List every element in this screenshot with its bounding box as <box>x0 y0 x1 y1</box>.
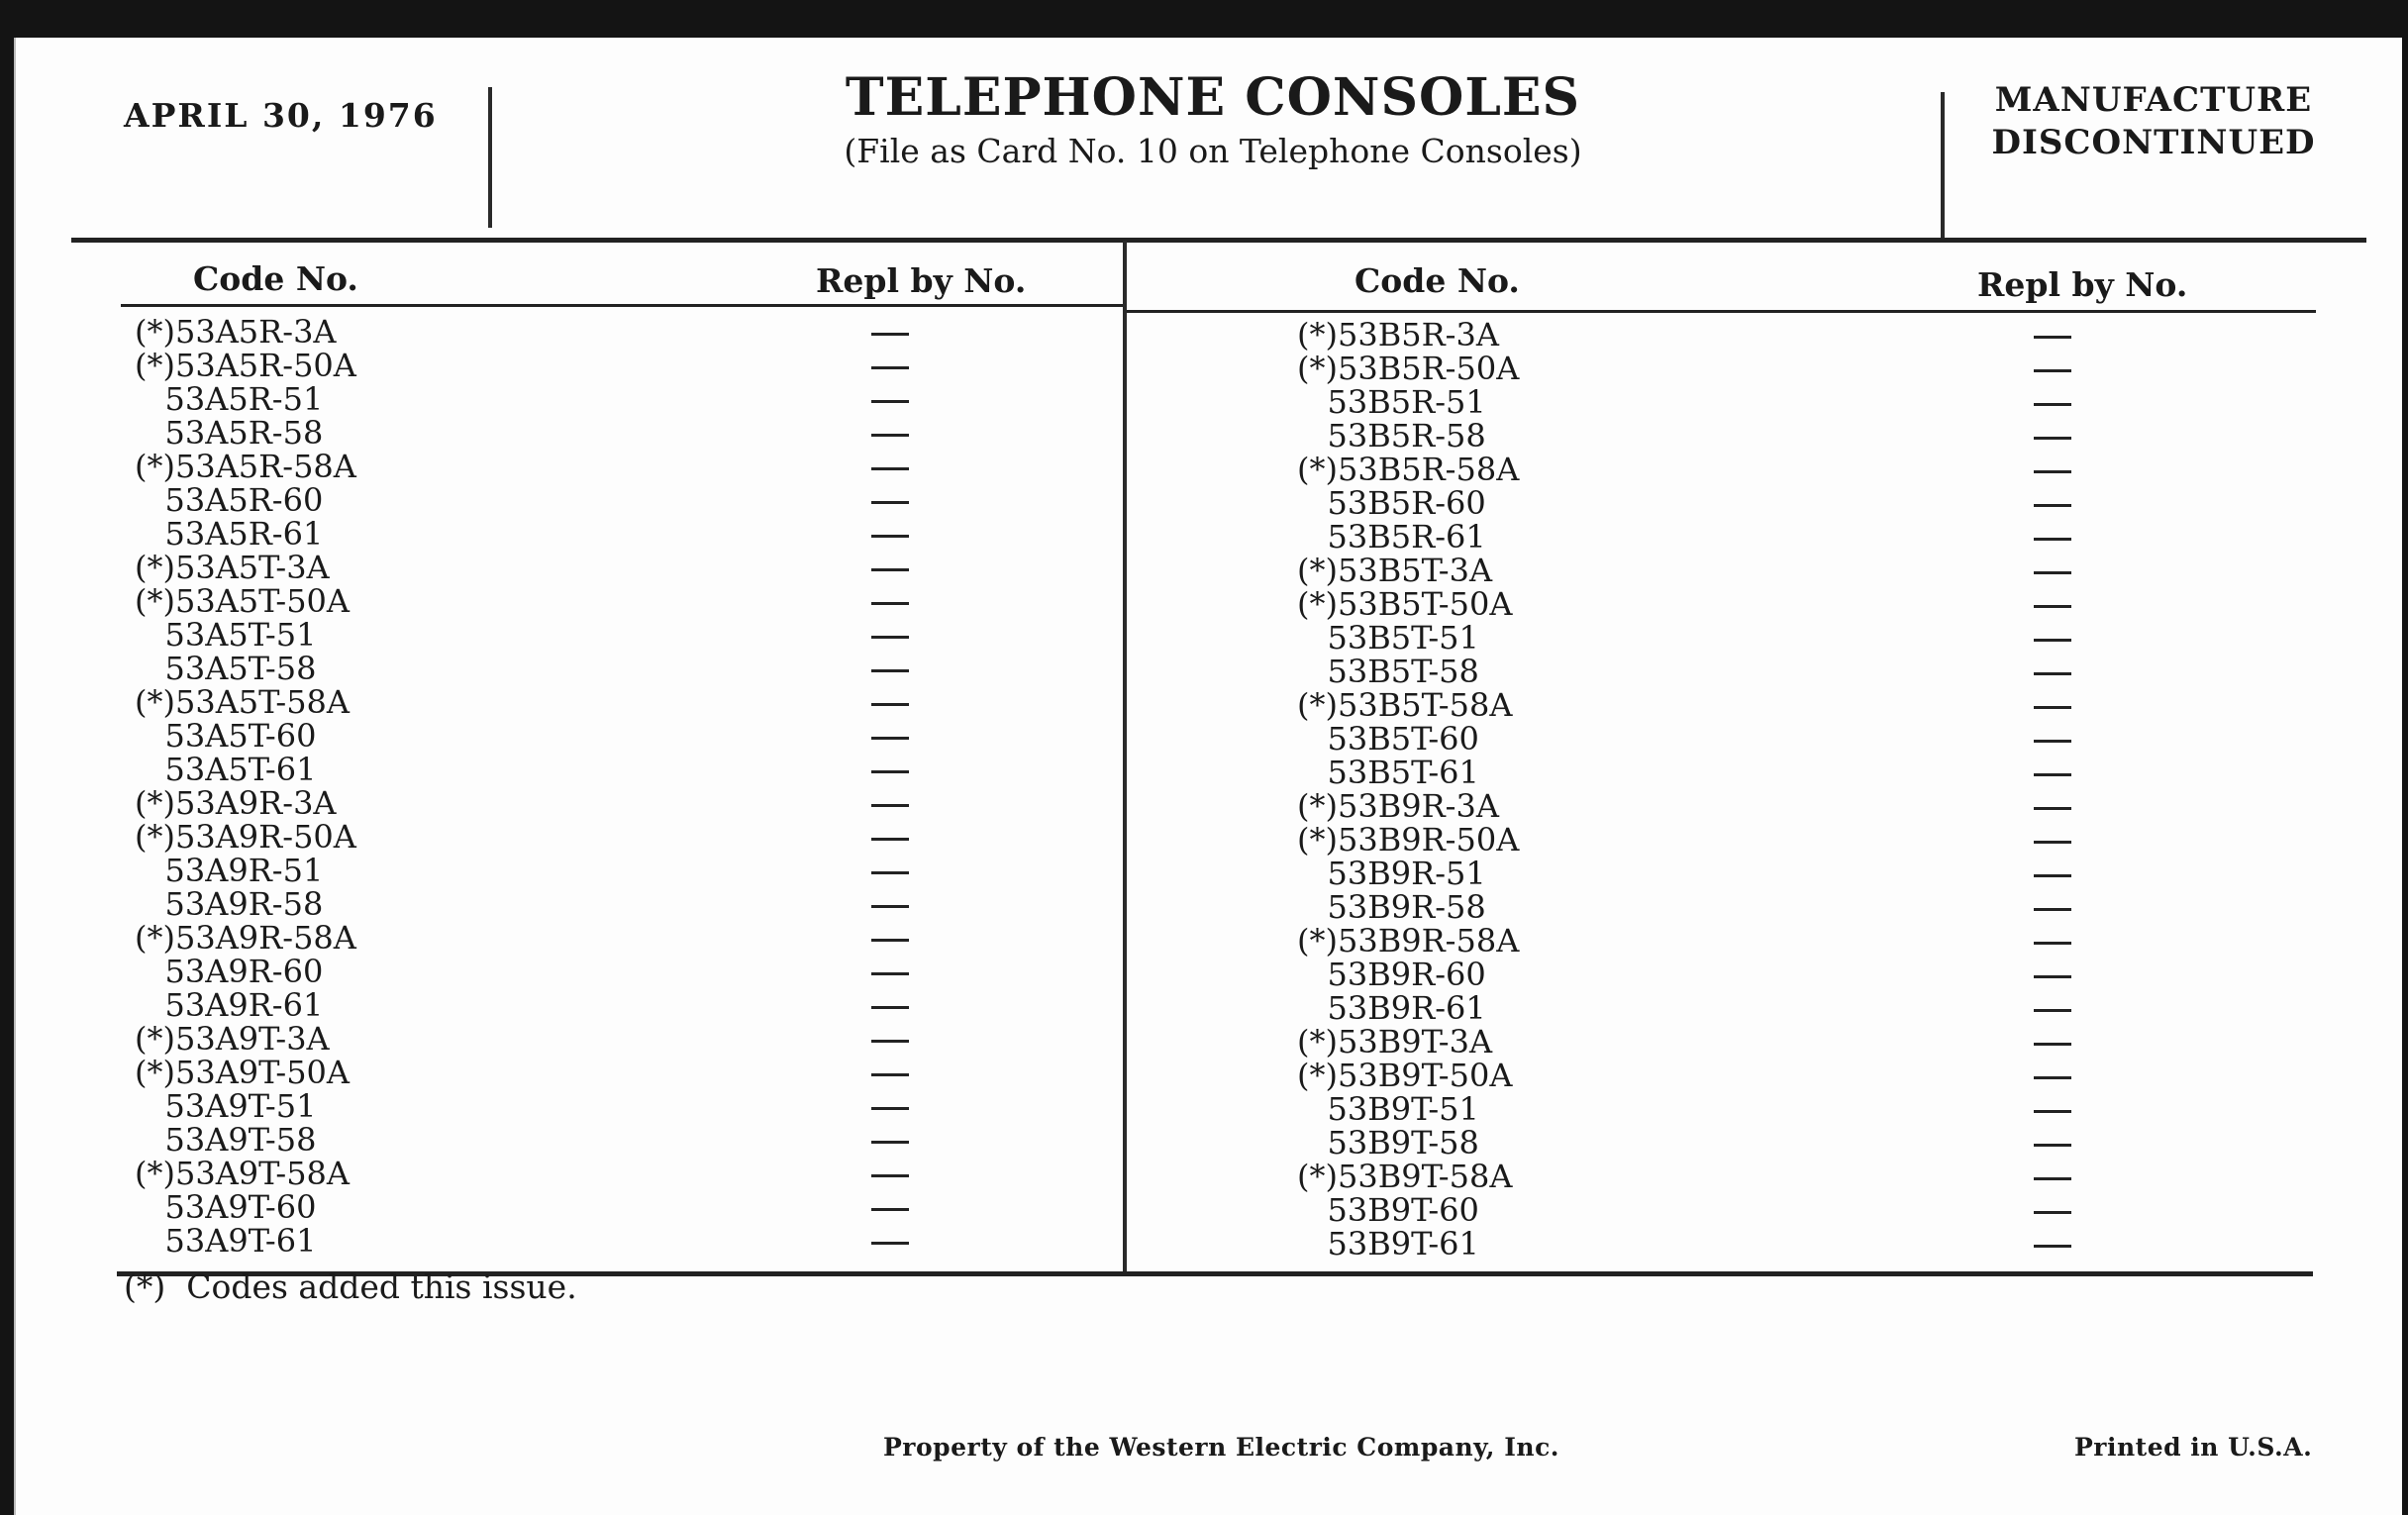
left-repl-dash <box>871 483 909 517</box>
left-code-row: 53A5R-51 <box>135 380 324 418</box>
right-code-row: 53B5T-60 <box>1297 720 1479 758</box>
left-repl-dash <box>871 685 909 719</box>
right-code-header: Code No. <box>1354 261 1520 300</box>
right-repl-dash <box>2034 554 2071 587</box>
left-code-row: 53A9R-60 <box>135 953 324 990</box>
left-repl-dash <box>871 450 909 483</box>
left-code-row: (*)53A9R-58A <box>135 919 356 957</box>
right-code-row: (*)53B9T-58A <box>1297 1158 1513 1195</box>
left-code-row: (*)53A9R-50A <box>135 818 356 856</box>
right-code-list <box>1297 318 1519 1261</box>
left-code-row: 53A9R-61 <box>135 986 324 1024</box>
right-repl-dash <box>2034 486 2071 520</box>
left-code-row: (*)53A5R-58A <box>135 448 356 485</box>
right-repl-dash <box>2034 1092 2071 1126</box>
left-code-row: (*)53A5R-50A <box>135 347 356 384</box>
left-code-row: (*)53A9T-58A <box>135 1155 351 1192</box>
left-repl-dash <box>871 416 909 450</box>
left-repl-dash <box>871 382 909 416</box>
left-code-row: 53A5T-60 <box>135 717 317 755</box>
right-code-row: (*)53B5R-50A <box>1297 350 1520 387</box>
left-repl-list <box>871 315 909 1258</box>
left-code-row: 53A9R-51 <box>135 852 324 889</box>
left-code-row: 53A9T-61 <box>135 1222 317 1260</box>
right-repl-header: Repl by No. <box>1977 265 2188 304</box>
right-repl-dash <box>2034 823 2071 857</box>
right-repl-dash <box>2034 385 2071 419</box>
footnote: (*) Codes added this issue. <box>124 1267 577 1306</box>
page-title: TELEPHONE CONSOLES <box>845 67 1581 128</box>
status-line-2: DISCONTINUED <box>1991 123 2316 162</box>
right-repl-dash <box>2034 520 2071 554</box>
right-code-row: (*)53B9T-3A <box>1297 1023 1493 1060</box>
left-repl-dash <box>871 1190 909 1224</box>
right-repl-dash <box>2034 587 2071 621</box>
left-repl-header: Repl by No. <box>816 261 1027 300</box>
right-code-row: (*)53B9T-50A <box>1297 1057 1513 1094</box>
right-code-row: 53B5T-61 <box>1297 754 1479 791</box>
right-code-row: 53B9R-61 <box>1297 989 1486 1027</box>
left-repl-dash <box>871 753 909 786</box>
left-code-row: 53A9T-58 <box>135 1121 317 1159</box>
left-repl-dash <box>871 349 909 382</box>
right-code-row: 53B9T-51 <box>1297 1090 1479 1128</box>
right-repl-dash <box>2034 890 2071 924</box>
right-code-row: 53B5R-58 <box>1297 417 1486 454</box>
right-code-row: 53B5T-58 <box>1297 653 1479 690</box>
right-repl-dash <box>2034 722 2071 756</box>
right-repl-dash <box>2034 688 2071 722</box>
left-code-row: (*)53A5T-58A <box>135 683 351 721</box>
left-repl-dash <box>871 618 909 652</box>
left-repl-dash <box>871 1089 909 1123</box>
right-repl-dash <box>2034 655 2071 688</box>
left-repl-dash <box>871 315 909 349</box>
right-code-row: 53B5T-51 <box>1297 619 1479 656</box>
left-code-list <box>135 315 356 1258</box>
left-code-row: (*)53A9T-50A <box>135 1054 351 1091</box>
right-code-row: (*)53B5R-58A <box>1297 451 1520 488</box>
right-code-row: (*)53B5T-50A <box>1297 585 1513 623</box>
left-repl-dash <box>871 1022 909 1056</box>
right-repl-dash <box>2034 789 2071 823</box>
left-code-row: (*)53A9R-3A <box>135 784 337 822</box>
left-repl-dash <box>871 955 909 988</box>
right-repl-dash <box>2034 453 2071 486</box>
right-code-row: (*)53B5T-3A <box>1297 552 1493 589</box>
left-code-row: 53A5T-51 <box>135 616 317 654</box>
right-code-row: 53B9T-60 <box>1297 1191 1479 1229</box>
right-repl-dash <box>2034 857 2071 890</box>
right-repl-dash <box>2034 1160 2071 1193</box>
right-code-row: 53B5R-51 <box>1297 383 1486 421</box>
status-label <box>1956 79 2352 164</box>
left-header-rule <box>121 304 1124 307</box>
right-code-row: 53B9R-58 <box>1297 888 1486 926</box>
header-rule <box>71 238 2366 243</box>
left-repl-dash <box>871 1157 909 1190</box>
issue-date: APRIL 30, 1976 <box>124 96 438 135</box>
left-code-row: (*)53A9T-3A <box>135 1020 330 1058</box>
page-subtitle: (File as Card No. 10 on Telephone Consoles) <box>844 132 1582 170</box>
left-repl-dash <box>871 921 909 955</box>
right-code-row: (*)53B9R-3A <box>1297 787 1499 825</box>
right-code-row: 53B9R-60 <box>1297 956 1486 993</box>
right-repl-dash <box>2034 352 2071 385</box>
left-repl-dash <box>871 786 909 820</box>
header-divider-right <box>1941 92 1945 238</box>
right-code-row: (*)53B5T-58A <box>1297 686 1513 724</box>
left-repl-dash <box>871 517 909 551</box>
right-repl-dash <box>2034 1025 2071 1059</box>
left-code-row: 53A9T-60 <box>135 1188 317 1226</box>
right-code-row: (*)53B9R-50A <box>1297 821 1520 858</box>
left-repl-dash <box>871 854 909 887</box>
right-code-row: 53B5R-61 <box>1297 518 1486 556</box>
right-code-row: 53B9T-61 <box>1297 1225 1479 1262</box>
left-code-row: 53A5R-58 <box>135 414 324 452</box>
left-repl-dash <box>871 652 909 685</box>
left-code-header: Code No. <box>193 259 358 298</box>
left-code-row: 53A5T-61 <box>135 751 317 788</box>
right-repl-dash <box>2034 991 2071 1025</box>
right-code-row: 53B9T-58 <box>1297 1124 1479 1162</box>
left-repl-dash <box>871 820 909 854</box>
left-code-row: (*)53A5R-3A <box>135 313 337 351</box>
right-repl-dash <box>2034 419 2071 453</box>
right-header-rule <box>1126 310 2316 313</box>
left-repl-dash <box>871 887 909 921</box>
right-repl-dash <box>2034 318 2071 352</box>
property-notice: Property of the Western Electric Company, Inc. <box>883 1433 1560 1462</box>
right-code-row: (*)53B5R-3A <box>1297 316 1499 354</box>
status-line-1: MANUFACTURE <box>1994 80 2313 120</box>
left-code-row: 53A9T-51 <box>135 1087 317 1125</box>
left-code-row: 53A5R-61 <box>135 515 324 553</box>
right-code-row: (*)53B9R-58A <box>1297 922 1520 960</box>
left-repl-dash <box>871 1123 909 1157</box>
left-repl-dash <box>871 1056 909 1089</box>
right-repl-dash <box>2034 1193 2071 1227</box>
right-repl-dash <box>2034 1227 2071 1261</box>
right-repl-list <box>2034 318 2071 1261</box>
right-repl-dash <box>2034 958 2071 991</box>
left-repl-dash <box>871 551 909 584</box>
left-repl-dash <box>871 719 909 753</box>
table-center-divider <box>1123 241 1127 1272</box>
left-repl-dash <box>871 1224 909 1258</box>
printed-notice: Printed in U.S.A. <box>2074 1433 2313 1462</box>
right-code-row: 53B9R-51 <box>1297 855 1486 892</box>
left-code-row: 53A9R-58 <box>135 885 324 923</box>
left-code-row: (*)53A5T-50A <box>135 582 351 620</box>
left-code-row: 53A5R-60 <box>135 481 324 519</box>
left-code-row: 53A5T-58 <box>135 650 317 687</box>
right-repl-dash <box>2034 621 2071 655</box>
right-code-row: 53B5R-60 <box>1297 484 1486 522</box>
right-repl-dash <box>2034 756 2071 789</box>
left-repl-dash <box>871 584 909 618</box>
right-repl-dash <box>2034 1059 2071 1092</box>
left-code-row: (*)53A5T-3A <box>135 549 330 586</box>
right-repl-dash <box>2034 1126 2071 1160</box>
left-repl-dash <box>871 988 909 1022</box>
right-repl-dash <box>2034 924 2071 958</box>
